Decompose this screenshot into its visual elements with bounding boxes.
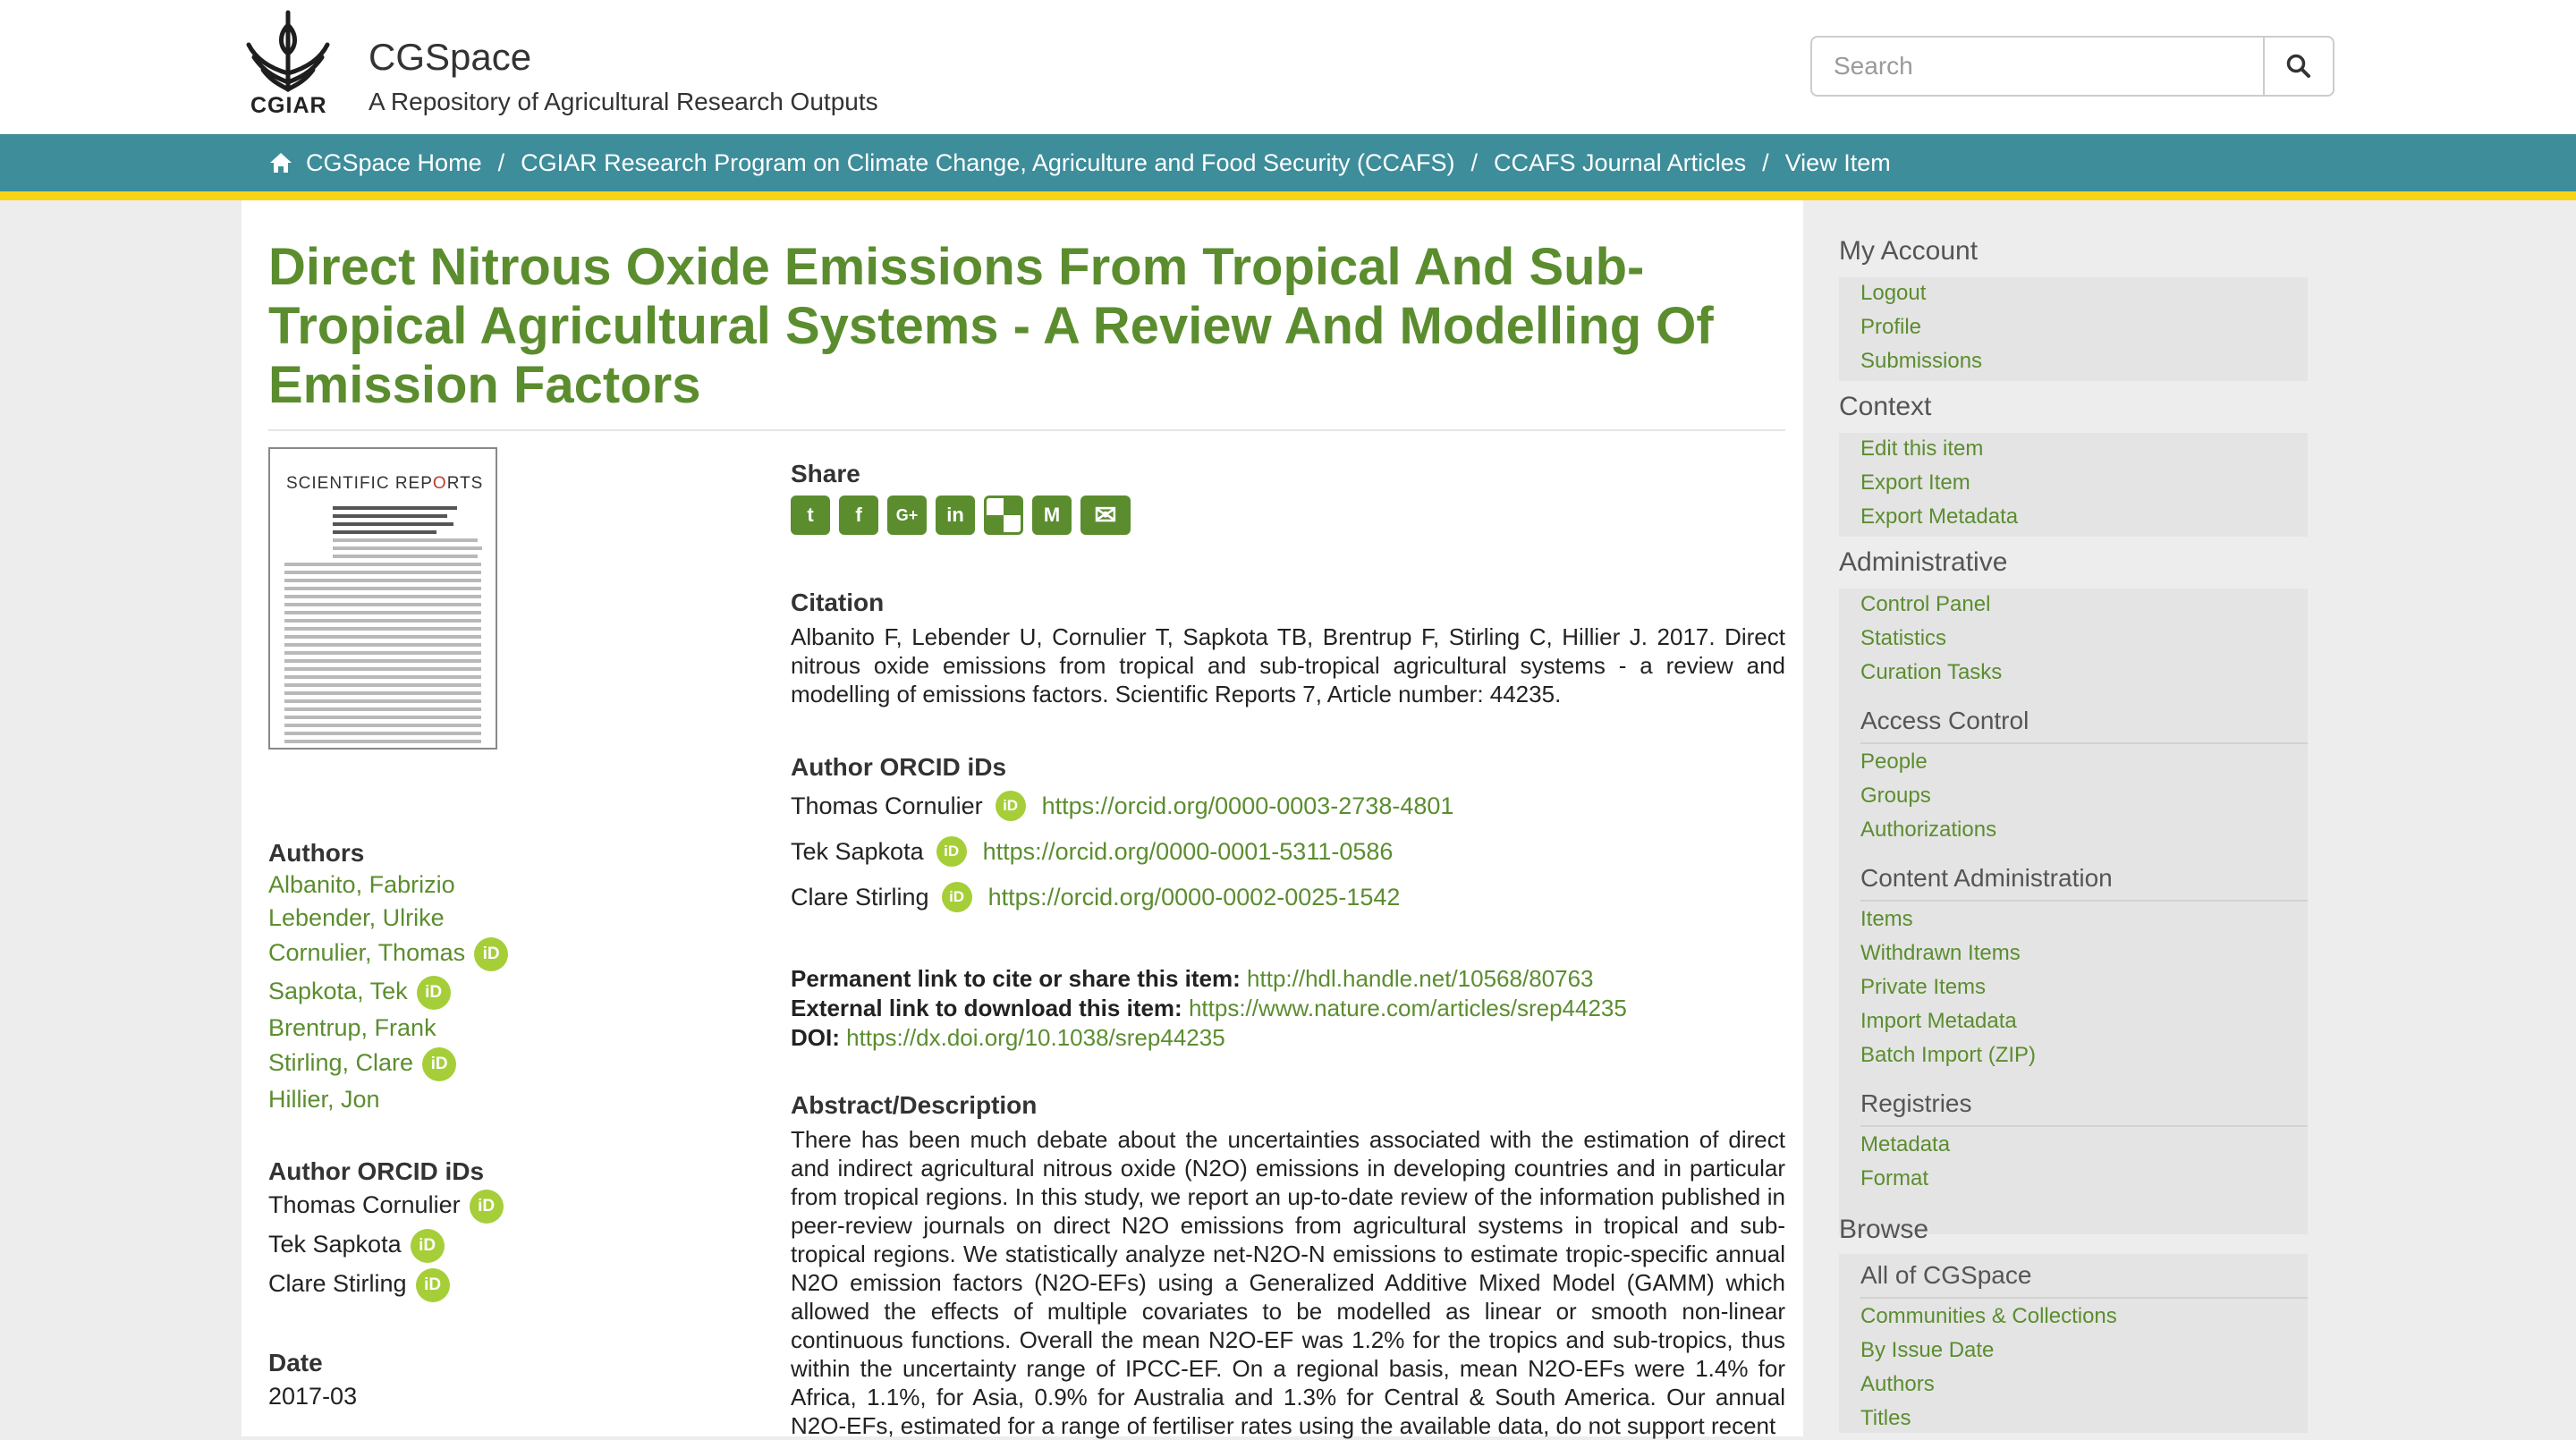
author-link [268,937,508,971]
search-button[interactable] [2263,38,2333,95]
orcid-row [791,791,1453,821]
orcid-link[interactable]: https://orcid.org/0000-0001-5311-0586 [982,837,1394,865]
sidebar-item-authors[interactable]: Authors [1860,1372,1935,1396]
item-thumbnail[interactable] [268,447,497,750]
thumbnail-journal-name: SCIENTIFIC REPORTS [286,474,484,493]
sidebar-item-export-item[interactable]: Export Item [1860,470,1970,495]
sidebar-item-by-issue-date[interactable]: By Issue Date [1860,1338,1995,1362]
permanent-link-label: Permanent link to cite or share this item: [791,965,1241,992]
breadcrumb-view-item: View Item [1784,148,1891,176]
twitter-icon[interactable]: t [791,496,830,535]
orcid-author-name: Tek Sapkota [791,837,924,865]
breadcrumb-separator: / [1762,148,1769,176]
sidebar-item-withdrawn-items[interactable]: Withdrawn Items [1860,941,2021,965]
external-link-label: External link to download this item: [791,995,1182,1021]
sidebar-divider [1860,900,2308,902]
site-subtitle: A Repository of Agricultural Research Outputs [369,88,878,115]
sidebar-item-groups[interactable]: Groups [1860,784,1931,808]
orcid-row [791,836,1393,867]
doi-link[interactable]: https://dx.doi.org/10.1038/srep44235 [846,1024,1225,1051]
sidebar-item-import-metadata[interactable]: Import Metadata [1860,1009,2017,1033]
sidebar-item-communities-collections[interactable]: Communities & Collections [1860,1304,2117,1328]
orcid-icon[interactable]: iD [416,1268,450,1302]
date-value: 2017-03 [268,1383,358,1410]
sidebar-divider [1860,1125,2308,1127]
site-title[interactable]: CGSpace [369,36,532,78]
orcid-icon[interactable]: iD [470,1190,504,1224]
orcid-icon[interactable]: iD [422,1047,456,1081]
breadcrumb [268,134,1891,191]
external-link[interactable]: https://www.nature.com/articles/srep44235 [1188,995,1627,1021]
orcid-icon[interactable]: iD [474,937,508,971]
title-divider [268,429,1785,431]
orcid-link[interactable]: https://orcid.org/0000-0002-0025-1542 [987,883,1401,911]
item-links [791,964,1627,1053]
sidebar-item-edit-item[interactable]: Edit this item [1860,436,1984,461]
breadcrumb-separator: / [1470,148,1479,176]
orcid-icon[interactable]: iD [417,976,451,1010]
doi-label: DOI: [791,1024,840,1051]
orcid-icon[interactable]: iD [411,1229,445,1263]
facebook-icon[interactable]: f [839,496,878,535]
share-icons [791,496,1131,535]
authors-heading: Authors [268,839,365,867]
sidebar-divider [1860,742,2308,744]
share-heading: Share [791,460,860,487]
sidebar-item-authorizations[interactable]: Authorizations [1860,817,1997,842]
author-link[interactable]: Hillier, Jon [268,1086,380,1113]
author-link[interactable]: Lebender, Ulrike [268,904,445,931]
author-link[interactable]: Stirling, Clare [268,1049,414,1077]
breadcrumb-ccafs[interactable]: CGIAR Research Program on Climate Change, Agriculture and Food Security (CCAFS) [521,148,1455,176]
search-icon [2285,53,2312,80]
google-plus-icon[interactable]: G+ [887,496,927,535]
breadcrumb-separator: / [497,148,505,176]
citation-heading: Citation [791,589,885,616]
thumbnail-text-lines [279,506,487,743]
delicious-icon[interactable] [984,496,1023,535]
mendeley-icon[interactable]: M [1032,496,1072,535]
sidebar-item-titles[interactable]: Titles [1860,1406,1911,1430]
breadcrumb-home[interactable]: CGSpace Home [306,148,482,176]
orcid-author-name: Thomas Cornulier [791,792,983,819]
search-input[interactable] [1812,38,2265,95]
author-link[interactable]: Sapkota, Tek [268,978,408,1005]
email-icon[interactable]: ✉ [1080,496,1131,535]
sidebar-subheading-all-of-cgspace: All of CGSpace [1860,1261,2032,1289]
orcid-heading-left: Author ORCID iDs [268,1157,485,1185]
linkedin-icon[interactable]: in [936,496,975,535]
orcid-name-row [268,1190,504,1224]
sidebar-heading-administrative: Administrative [1839,547,2008,577]
sidebar-item-profile[interactable]: Profile [1860,315,1922,339]
home-icon[interactable] [268,150,293,175]
item-view [242,200,1803,1439]
orcid-name-row [268,1229,445,1263]
sidebar-subheading-content-admin: Content Administration [1860,864,2113,892]
sidebar-item-export-metadata[interactable]: Export Metadata [1860,504,2019,529]
orcid-name: Thomas Cornulier [268,1191,461,1219]
abstract-heading: Abstract/Description [791,1091,1038,1119]
orcid-author-name: Clare Stirling [791,883,929,911]
orcid-name: Clare Stirling [268,1270,407,1298]
author-link [268,1047,456,1081]
orcid-icon: iD [936,836,967,867]
author-link [268,976,451,1010]
sidebar-heading-context: Context [1839,392,1932,421]
author-link[interactable]: Albanito, Fabrizio [268,871,455,898]
sidebar-item-metadata-registry[interactable]: Metadata [1860,1132,1951,1156]
breadcrumb-journal-articles[interactable]: CCAFS Journal Articles [1494,148,1747,176]
search-box [1810,36,2334,97]
item-title: Direct Nitrous Oxide Emissions From Tropical And Sub-Tropical Agricultural Systems - A Review And Modelling Of Emission Factors [268,238,1714,414]
orcid-name-row [268,1268,450,1302]
citation-text: Albanito F, Lebender U, Cornulier T, Sapkota TB, Brentrup F, Stirling C, Hillier J. 2017. Direct nitrous oxide emissions from tropical and sub-tropical agricultural systems - a review and modelling of emissions factors. Scientific Reports 7, Article number: 44235. [791,623,1785,707]
orcid-icon: iD [942,882,972,912]
author-link[interactable]: Cornulier, Thomas [268,939,466,967]
date-heading: Date [268,1349,323,1376]
sidebar-item-format-registry[interactable]: Format [1860,1166,1929,1190]
orcid-link[interactable]: https://orcid.org/0000-0003-2738-4801 [1041,792,1454,819]
orcid-row [791,882,1400,912]
sidebar-divider [1860,1297,2308,1299]
sidebar-heading-browse: Browse [1839,1215,1929,1244]
sidebar-item-people[interactable]: People [1860,750,1928,774]
sidebar-subheading-access-control: Access Control [1860,707,2029,734]
permanent-link[interactable]: http://hdl.handle.net/10568/80763 [1247,965,1594,992]
sidebar-item-submissions[interactable]: Submissions [1860,349,1983,373]
sidebar-item-logout[interactable]: Logout [1860,281,1927,305]
sidebar-item-statistics[interactable]: Statistics [1860,626,1947,650]
orcid-name: Tek Sapkota [268,1231,402,1258]
cgiar-logo-text: CGIAR [250,93,327,118]
sidebar-item-control-panel[interactable]: Control Panel [1860,592,1991,616]
breadcrumb-bar [0,134,2576,191]
sidebar-subheading-registries: Registries [1860,1089,1972,1117]
abstract-text: There has been much debate about the uncertainties associated with the estimation of direct and indirect agricultural nitrous oxide (N2O) emissions in developing countries and in particular from tropical regions. In this study, we report an up-to-date review of the information published in peer-review journals on direct N2O emissions from agricultural systems in tropical and sub-tropical regions. We statistically analyze net-N2O-N emissions to estimate tropic-specific annual N2O emission factors (N2O-EFs) using a Generalized Additive Mixed Model (GAMM) which allowed the effects of multiple covariates to be modelled as linear or smooth non-linear continuous functions. Overall the mean N2O-EF was 1.2% for the tropics and sub-tropics, thus within the uncertainty range of IPCC-EF. On a regional basis, mean N2O-EFs were 1.4% for Africa, 1.1%, for Asia, 0.9% for Australia and 1.3% for Central & South America. Our annual N2O-EFs, estimated for a range of fertiliser rates using the available data, do not support recent [791,1126,1785,1439]
orcid-icon: iD [996,791,1026,821]
sidebar-item-items[interactable]: Items [1860,907,1913,931]
orcid-heading-right: Author ORCID iDs [791,753,1007,781]
sidebar-item-curation-tasks[interactable]: Curation Tasks [1860,660,2003,684]
sidebar-item-batch-import[interactable]: Batch Import (ZIP) [1860,1043,2037,1067]
sidebar-heading-my-account: My Account [1839,236,1979,266]
sidebar-item-private-items[interactable]: Private Items [1860,975,1987,999]
author-link[interactable]: Brentrup, Frank [268,1014,436,1041]
site-header [0,0,2576,134]
